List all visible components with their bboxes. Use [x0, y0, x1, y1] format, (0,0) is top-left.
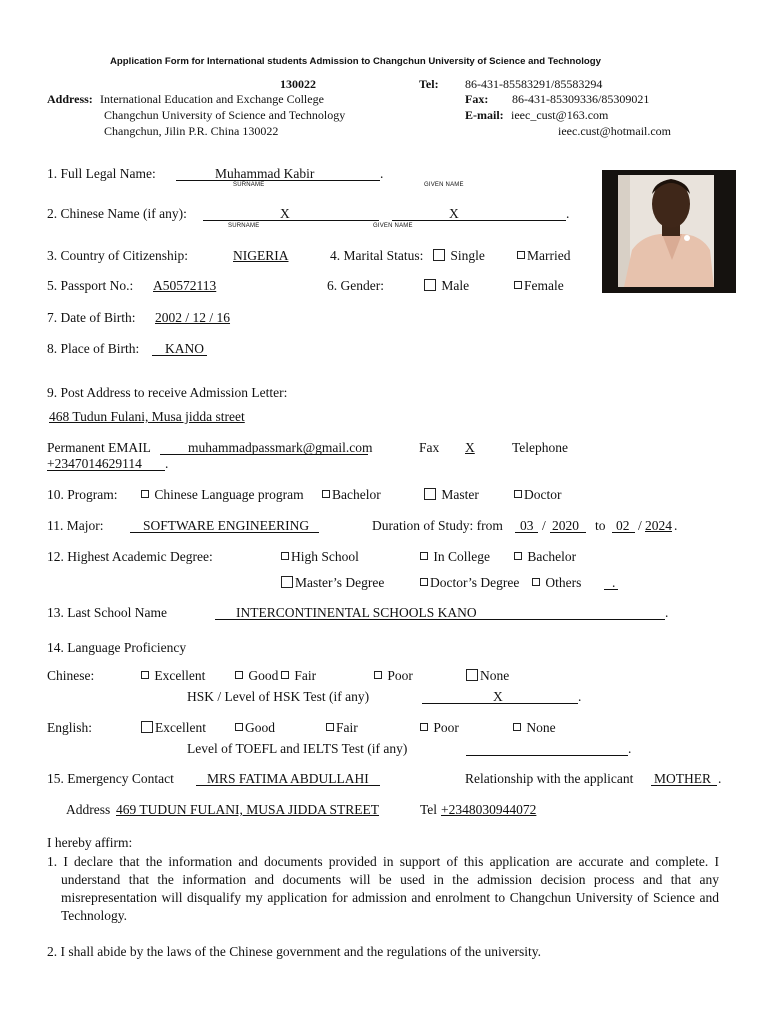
- major-value[interactable]: SOFTWARE ENGINEERING: [143, 518, 310, 533]
- from-month[interactable]: 03: [520, 518, 534, 533]
- q12-label: 12. Highest Academic Degree:: [47, 549, 213, 564]
- chinese-good-label: Good: [248, 668, 279, 683]
- contact-fax-value[interactable]: X: [465, 440, 475, 455]
- from-slash: /: [542, 518, 546, 533]
- tel-value: 86-431-85583291/85583294: [465, 77, 603, 91]
- affirm-paragraph-2: 2. I shall abide by the laws of the Chinese government and the regulations of the university.: [47, 944, 542, 959]
- q1-surname-caption: SURNAME: [233, 182, 265, 188]
- email-field-value[interactable]: muhammadpassmark@gmail.com: [188, 440, 373, 455]
- degree-college-checkbox[interactable]: [420, 552, 428, 560]
- chinese-excellent-checkbox[interactable]: [141, 671, 149, 679]
- degree-bachelor-checkbox[interactable]: [514, 552, 522, 560]
- single-label: Single: [450, 248, 485, 263]
- q6-label: 6. Gender:: [327, 278, 384, 293]
- chinese-poor-checkbox[interactable]: [374, 671, 382, 679]
- email-value-1: ieec_cust@163.com: [511, 108, 609, 122]
- degree-bachelor-option[interactable]: [514, 549, 576, 565]
- degree-master-checkbox[interactable]: [281, 576, 293, 588]
- address-label: Address:: [47, 92, 93, 106]
- q8-label: 8. Place of Birth:: [47, 341, 140, 356]
- to-year[interactable]: 2024: [645, 518, 672, 533]
- english-excellent-checkbox[interactable]: [141, 721, 153, 733]
- english-poor-checkbox[interactable]: [420, 723, 428, 731]
- chinese-excellent-option[interactable]: [141, 668, 205, 684]
- toefl-period: .: [628, 741, 632, 756]
- to-slash: /: [638, 518, 642, 533]
- english-poor-option[interactable]: [420, 720, 459, 736]
- q4-single-option[interactable]: [433, 248, 485, 264]
- male-checkbox[interactable]: [424, 279, 436, 291]
- q4-label: 4. Marital Status:: [330, 248, 424, 263]
- male-label: Male: [441, 278, 470, 293]
- chinese-poor-label: Poor: [387, 668, 413, 683]
- emergency-address-value[interactable]: 469 TUDUN FULANI, MUSA JIDDA STREET: [116, 802, 380, 817]
- to-label: to: [595, 518, 606, 533]
- relationship-period: .: [718, 771, 722, 786]
- email-value-2: ieec.cust@hotmail.com: [558, 124, 672, 138]
- q10-label: 10. Program:: [47, 487, 118, 502]
- affirm-paragraph-1: 1. I declare that the information and documents provided in support of this application are accurate and complete. I understand that the information and documents will be used in the admission decision process and that any misrepresentation will disqualify my application for admission and enrolment to Changchun University of Science and Technology.: [47, 854, 719, 923]
- q2-given-caption: GIVEN NAME: [373, 223, 413, 229]
- others-period: .: [612, 575, 616, 590]
- affirm-heading: I hereby affirm:: [47, 835, 133, 850]
- q9-value[interactable]: 468 Tudun Fulani, Musa jidda street: [49, 409, 245, 424]
- q9-label: 9. Post Address to receive Admission Letter:: [47, 385, 288, 400]
- q6-female-option[interactable]: [514, 278, 564, 294]
- relationship-value[interactable]: MOTHER: [654, 771, 711, 786]
- degree-highschool-checkbox[interactable]: [281, 552, 289, 560]
- program-doctor-label: Doctor: [524, 487, 562, 502]
- q15-label: 15. Emergency Contact: [47, 771, 174, 786]
- program-doctor-checkbox[interactable]: [514, 490, 522, 498]
- q5-value[interactable]: A50572113: [153, 278, 217, 293]
- contact-fax-label: Fax: [419, 440, 440, 455]
- from-year[interactable]: 2020: [552, 518, 579, 533]
- address-line-1: International Education and Exchange College: [100, 92, 324, 106]
- q5-label: 5. Passport No.:: [47, 278, 134, 293]
- program-chinese-option[interactable]: [141, 487, 304, 503]
- address-line-3: Changchun, Jilin P.R. China 130022: [104, 124, 279, 138]
- program-master-checkbox[interactable]: [424, 488, 436, 500]
- address-line-2: Changchun University of Science and Technology: [104, 108, 346, 122]
- emergency-tel-value[interactable]: +2348030944072: [441, 802, 537, 817]
- english-good-option[interactable]: [235, 720, 275, 736]
- married-label: Married: [527, 248, 571, 263]
- chinese-good-option[interactable]: [235, 668, 278, 684]
- q7-label: 7. Date of Birth:: [47, 310, 136, 325]
- english-good-checkbox[interactable]: [235, 723, 243, 731]
- school-value[interactable]: INTERCONTINENTAL SCHOOLS KANO: [236, 605, 477, 620]
- degree-others-checkbox[interactable]: [532, 578, 540, 586]
- english-none-checkbox[interactable]: [513, 723, 521, 731]
- degree-doctor-checkbox[interactable]: [420, 578, 428, 586]
- english-fair-label: Fair: [336, 720, 358, 735]
- program-master-label: Master: [441, 487, 479, 502]
- emergency-tel-label: Tel: [420, 802, 438, 817]
- female-checkbox[interactable]: [514, 281, 522, 289]
- telephone-value[interactable]: +2347014629114: [47, 456, 142, 471]
- chinese-excellent-label: Excellent: [154, 668, 206, 683]
- form-title: Application Form for International students Admission to Changchun University of Science and Technology: [110, 56, 601, 67]
- english-good-label: Good: [245, 720, 275, 735]
- program-bachelor-option[interactable]: [322, 487, 381, 503]
- degree-bachelor-label: Bachelor: [527, 549, 577, 564]
- q3-label: 3. Country of Citizenship:: [47, 248, 188, 263]
- q2-period: .: [566, 206, 570, 221]
- q2-label: 2. Chinese Name (if any):: [47, 206, 187, 221]
- q13-label: 13. Last School Name: [47, 605, 167, 620]
- q1-label: 1. Full Legal Name:: [47, 166, 156, 181]
- program-chinese-checkbox[interactable]: [141, 490, 149, 498]
- q2-surname-value[interactable]: X: [280, 206, 290, 221]
- degree-highschool-option[interactable]: [281, 549, 359, 565]
- degree-highschool-label: High School: [291, 549, 359, 564]
- chinese-fair-label: Fair: [294, 668, 317, 683]
- female-label: Female: [524, 278, 564, 293]
- english-fair-option[interactable]: [326, 720, 358, 736]
- applicant-photo: [602, 170, 736, 293]
- duration-label: Duration of Study: from: [372, 518, 503, 533]
- degree-doctor-label: Doctor’s Degree: [430, 575, 520, 590]
- chinese-poor-option[interactable]: [374, 668, 413, 684]
- toefl-underline[interactable]: [466, 755, 628, 756]
- email-field-label: Permanent EMAIL: [47, 440, 151, 455]
- english-excellent-label: Excellent: [155, 720, 206, 735]
- q2-surname-underline: [203, 220, 379, 221]
- fax-label: Fax:: [465, 92, 489, 106]
- q3-value[interactable]: NIGERIA: [233, 248, 289, 263]
- q14-label: 14. Language Proficiency: [47, 640, 187, 655]
- telephone-period: .: [165, 456, 169, 471]
- hsk-value[interactable]: X: [493, 689, 503, 704]
- program-doctor-option[interactable]: [514, 487, 562, 503]
- chinese-none-checkbox[interactable]: [466, 669, 478, 681]
- hsk-period: .: [578, 689, 582, 704]
- q2-surname-caption: SURNAME: [228, 223, 260, 229]
- english-none-option[interactable]: [513, 720, 556, 736]
- q1-given-caption: GIVEN NAME: [424, 182, 464, 188]
- to-month[interactable]: 02: [616, 518, 630, 533]
- english-excellent-option[interactable]: [141, 720, 206, 736]
- program-master-option[interactable]: [424, 487, 479, 503]
- q11-label: 11. Major:: [47, 518, 104, 533]
- toefl-label: Level of TOEFL and IELTS Test (if any): [187, 741, 408, 756]
- portrait-image: [602, 170, 736, 293]
- hsk-label: HSK / Level of HSK Test (if any): [187, 689, 370, 704]
- relationship-label: Relationship with the applicant: [465, 771, 634, 786]
- q4-married-option[interactable]: [517, 248, 570, 264]
- english-poor-label: Poor: [433, 720, 459, 735]
- emergency-address-label: Address: [66, 802, 111, 817]
- degree-college-label: In College: [433, 549, 490, 564]
- others-underline: [604, 589, 618, 590]
- q1-period: .: [380, 166, 384, 181]
- married-checkbox[interactable]: [517, 251, 525, 259]
- q8-value[interactable]: KANO: [165, 341, 204, 356]
- program-bachelor-label: Bachelor: [332, 487, 381, 502]
- program-chinese-label: Chinese Language program: [154, 487, 304, 502]
- chinese-none-label: None: [480, 668, 510, 683]
- degree-others-label: Others: [545, 575, 582, 590]
- q6-male-option[interactable]: [424, 278, 469, 294]
- english-none-label: None: [526, 720, 556, 735]
- telephone-label: Telephone: [512, 440, 569, 455]
- emergency-contact-value[interactable]: MRS FATIMA ABDULLAHI: [207, 771, 369, 786]
- q7-value[interactable]: 2002 / 12 / 16: [155, 310, 231, 325]
- english-label: English:: [47, 720, 93, 735]
- single-checkbox[interactable]: [433, 249, 445, 261]
- q2-given-value[interactable]: X: [449, 206, 459, 221]
- postcode: 130022: [280, 77, 316, 91]
- chinese-label: Chinese:: [47, 668, 95, 683]
- chinese-fair-checkbox[interactable]: [281, 671, 289, 679]
- tel-label: Tel:: [419, 77, 439, 91]
- degree-master-option[interactable]: [281, 575, 384, 591]
- q13-period: .: [665, 605, 669, 620]
- degree-others-option[interactable]: [532, 575, 581, 591]
- q1-value[interactable]: Muhammad Kabir: [215, 166, 315, 181]
- english-fair-checkbox[interactable]: [326, 723, 334, 731]
- email-label: E-mail:: [465, 108, 504, 122]
- chinese-good-checkbox[interactable]: [235, 671, 243, 679]
- chinese-fair-option[interactable]: [281, 668, 316, 684]
- q2-given-underline: [392, 220, 566, 221]
- fax-value: 86-431-85309336/85309021: [512, 92, 650, 106]
- degree-college-option[interactable]: [420, 549, 490, 565]
- chinese-none-option[interactable]: [466, 668, 509, 684]
- q11-period: .: [674, 518, 678, 533]
- degree-doctor-option[interactable]: [420, 575, 519, 591]
- degree-master-label: Master’s Degree: [295, 575, 385, 590]
- program-bachelor-checkbox[interactable]: [322, 490, 330, 498]
